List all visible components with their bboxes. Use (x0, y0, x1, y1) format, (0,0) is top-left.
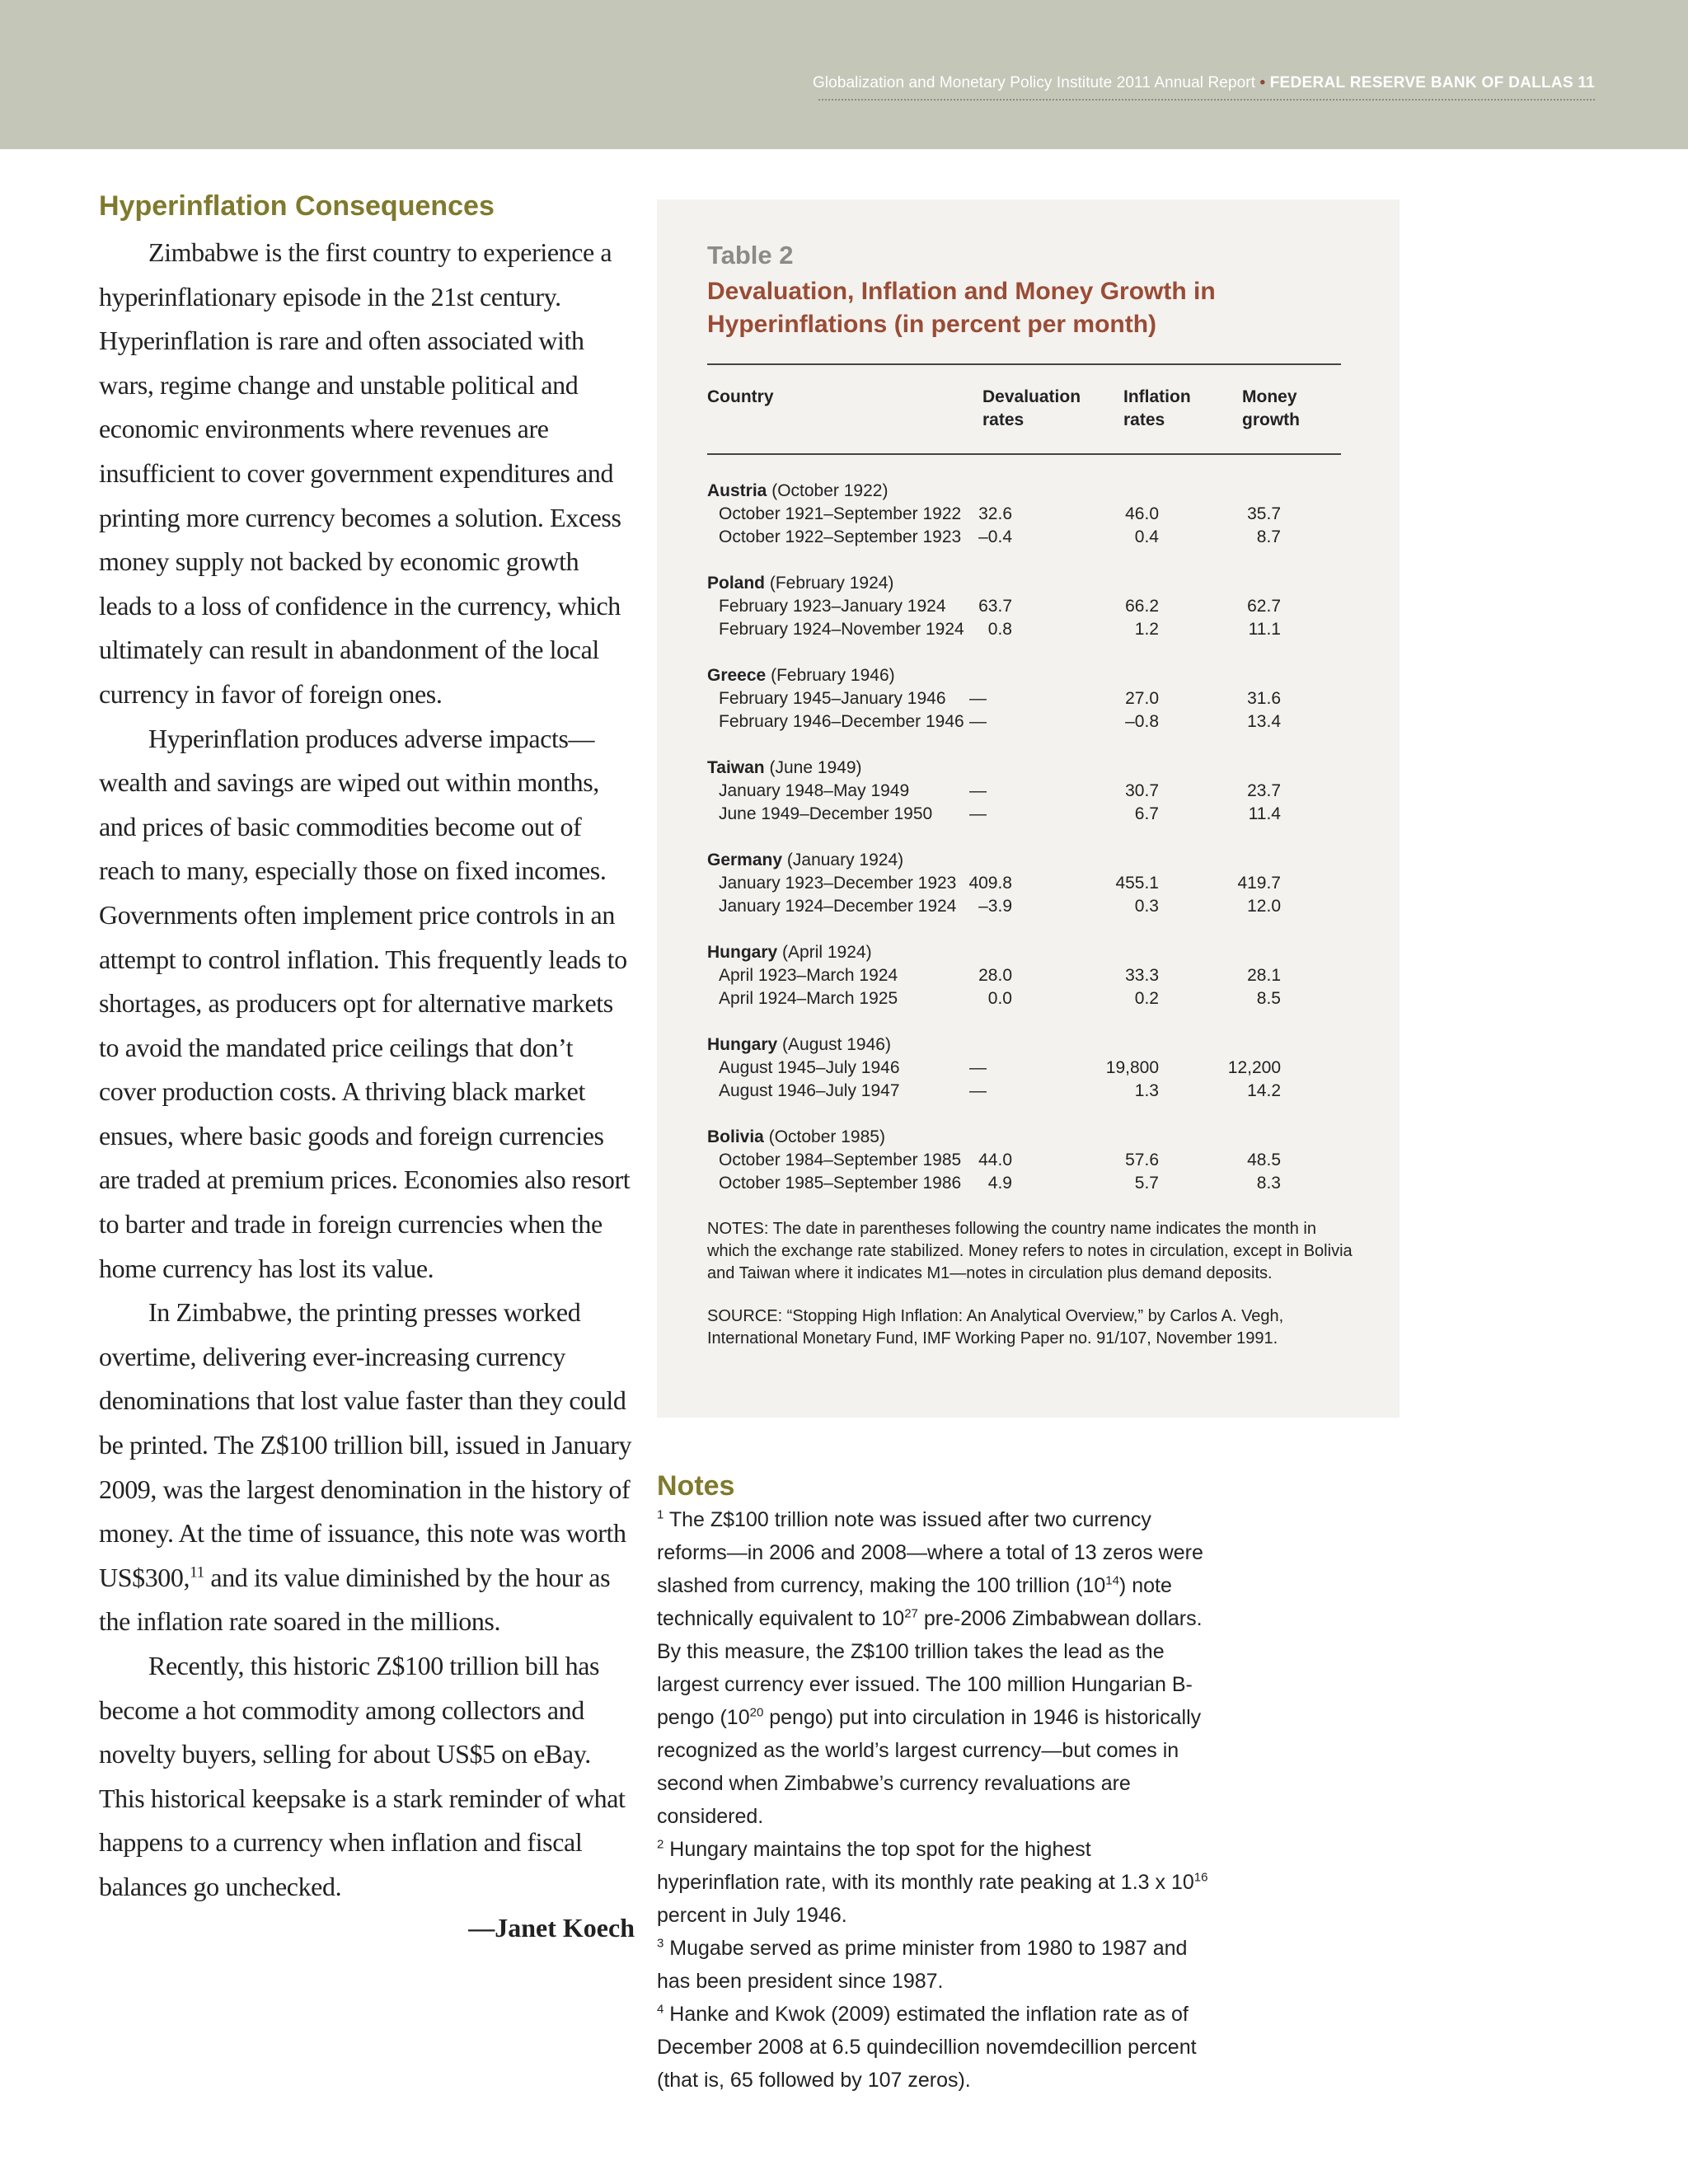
country-name: Taiwan (707, 758, 765, 777)
inflation-cell: 33.3 (1125, 966, 1159, 985)
column-header-country (707, 386, 774, 409)
group-heading (707, 480, 1367, 503)
inflation-cell: 0.2 (1134, 989, 1159, 1008)
table-group (707, 572, 1367, 641)
inflation-cell: 19,800 (1105, 1058, 1159, 1077)
table-row (707, 710, 1367, 733)
devaluation-cell: 63.7 (978, 597, 1012, 616)
money-growth-cell: 62.7 (1247, 597, 1281, 616)
notes-section (657, 1469, 1209, 2097)
period-cell: August 1946–July 1947 (719, 1081, 900, 1100)
country-name: Greece (707, 666, 767, 685)
table-row (707, 1149, 1367, 1172)
devaluation-cell: — (969, 1058, 987, 1077)
table-row (707, 803, 1367, 826)
note-text: ) note technically equivalent to 10 (657, 1574, 1172, 1630)
note-text: Hungary maintains the top spot for the highest hyperinflation rate, with its monthly rate peaking at 1.3 x 10 (657, 1838, 1194, 1894)
inflation-cell: 6.7 (1134, 804, 1159, 823)
table-top-rule (707, 363, 1341, 365)
period-cell: June 1949–December 1950 (719, 804, 933, 823)
table-group (707, 941, 1367, 1010)
inflation-cell: 57.6 (1125, 1151, 1159, 1169)
table-title: Devaluation, Inflation and Money Growth in Hyperinflations (in percent per month) (707, 278, 1216, 338)
table-group (707, 1126, 1367, 1195)
header-dotted-rule (818, 99, 1595, 101)
period-cell: October 1984–September 1985 (719, 1151, 962, 1169)
period-cell: January 1924–December 1924 (719, 897, 957, 916)
group-heading (707, 941, 1367, 964)
note-text: pre-2006 Zimbabwean dollars. By this measure, the Z$100 trillion takes the lead as the largest currency ever issued. The 100 million Hungarian B-pengo (10 (657, 1607, 1203, 1729)
devaluation-cell: 0.0 (987, 989, 1012, 1008)
stabilization-date: (October 1922) (771, 481, 889, 500)
money-growth-cell: 11.1 (1248, 620, 1281, 639)
article-paragraph: Hyperinflation produces adverse impacts—wealth and savings are wiped out within months, and prices of basic commodities become out of reach to many, especially those on fixed incomes. Governments often implement price controls in an attempt to control inflation. This frequently leads to shortages, as producers opt for alternative markets to avoid the mandated price ceilings that don’t cover production costs. A thriving black market ensues, where basic goods and foreign currencies are traded at premium prices. Economies also resort to barter and trade in foreign currencies when the home currency has lost its value. (99, 723, 631, 1283)
column-header-label: Money (1242, 387, 1297, 406)
stabilization-date: (January 1924) (786, 851, 904, 869)
devaluation-cell: — (969, 689, 987, 708)
devaluation-cell: 44.0 (978, 1151, 1012, 1169)
superscript: 27 (904, 1606, 918, 1621)
table-group (707, 480, 1367, 549)
period-cell: October 1922–September 1923 (719, 527, 962, 546)
country-name: Austria (707, 481, 767, 500)
devaluation-cell: — (969, 781, 987, 800)
table-row (707, 526, 1367, 549)
table-source: SOURCE: “Stopping High Inflation: An Analytical Overview,” by Carlos A. Vegh, International Monetary Fund, IMF Working Paper no. 91/107, November 1991. (707, 1307, 1284, 1347)
table-label: Table 2 (707, 241, 794, 269)
inflation-cell: 455.1 (1115, 874, 1159, 893)
period-cell: February 1946–December 1946 (719, 712, 964, 731)
note-text: pengo) put into circulation in 1946 is historically recognized as the world’s largest currency—but comes in second when Zimbabwe’s currency revaluations are considered. (657, 1706, 1202, 1828)
table-header-rule (707, 453, 1341, 455)
money-growth-cell: 13.4 (1247, 712, 1281, 731)
note-item (657, 1833, 1209, 1932)
note-item (657, 1998, 1209, 2097)
note-number: 4 (657, 2002, 664, 2017)
note-item (657, 1932, 1209, 1998)
period-cell: February 1924–November 1924 (719, 620, 964, 639)
group-heading (707, 664, 1367, 687)
column-header-inflation (1123, 386, 1191, 432)
table-row (707, 872, 1367, 895)
period-cell: April 1923–March 1924 (719, 966, 898, 985)
period-cell: February 1923–January 1924 (719, 597, 946, 616)
stabilization-date: (April 1924) (782, 943, 872, 962)
superscript: 16 (1193, 1870, 1208, 1885)
period-cell: April 1924–March 1925 (719, 989, 898, 1008)
inflation-cell: 0.4 (1134, 527, 1159, 546)
stabilization-date: (February 1924) (769, 574, 894, 593)
group-heading (707, 1033, 1367, 1057)
money-growth-cell: 12.0 (1247, 897, 1281, 916)
inflation-cell: 66.2 (1125, 597, 1159, 616)
table-row (707, 964, 1367, 987)
devaluation-cell: 409.8 (968, 874, 1012, 893)
superscript: 20 (749, 1705, 764, 1720)
group-heading (707, 572, 1367, 595)
inflation-cell: 27.0 (1125, 689, 1159, 708)
period-cell: January 1948–May 1949 (719, 781, 910, 800)
column-header-devaluation (982, 386, 1081, 432)
stabilization-date: (June 1949) (769, 758, 862, 777)
inflation-cell: 5.7 (1134, 1174, 1159, 1193)
table-row (707, 1080, 1367, 1103)
column-header-label: rates (1123, 410, 1165, 429)
superscript: 14 (1105, 1573, 1119, 1588)
running-header (813, 74, 1595, 92)
table-row (707, 687, 1367, 710)
stabilization-date: (October 1985) (768, 1127, 885, 1146)
table-row (707, 503, 1367, 526)
country-name: Hungary (707, 1035, 778, 1054)
money-growth-cell: 12,200 (1227, 1058, 1281, 1077)
article-paragraph: Zimbabwe is the first country to experience a hyperinflationary episode in the 21st century. Hyperinflation is rare and often associated with wars, regime change and unstable political and economic environments where revenues are insufficient to cover government expenditures and printing more currency becomes a solution. Excess money supply not backed by economic growth leads to a loss of confidence in the currency, which ultimately can result in abandonment of the local currency in favor of foreign ones. (99, 237, 621, 709)
table-row (707, 987, 1367, 1010)
period-cell: October 1985–September 1986 (719, 1174, 962, 1193)
inflation-cell: –0.8 (1125, 712, 1159, 731)
inflation-cell: 30.7 (1125, 781, 1159, 800)
table-row (707, 618, 1367, 641)
period-cell: January 1923–December 1923 (719, 874, 957, 893)
report-title: Globalization and Monetary Policy Institute 2011 Annual Report (812, 74, 1256, 91)
devaluation-cell: — (969, 712, 987, 731)
column-header-label: Inflation (1123, 387, 1191, 406)
devaluation-cell: 0.8 (987, 620, 1012, 639)
devaluation-cell: –3.9 (978, 897, 1012, 916)
notes-heading: Notes (657, 1470, 735, 1502)
note-number: 1 (657, 1507, 664, 1522)
money-growth-cell: 8.3 (1256, 1174, 1281, 1193)
country-name: Hungary (707, 943, 778, 962)
devaluation-cell: — (969, 1081, 987, 1100)
table-row (707, 1172, 1367, 1195)
column-header-label: Devaluation (982, 387, 1081, 406)
table-group (707, 757, 1367, 826)
table-notes: NOTES: The date in parentheses following the country name indicates the month in which the exchange rate stabilized. Money refers to notes in circulation, except in Bolivia and Taiwan where it indicates M1—notes in circulation plus demand deposits. (707, 1220, 1353, 1282)
column-header-label: rates (982, 410, 1025, 429)
column-header-label: growth (1242, 410, 1300, 429)
devaluation-cell: 4.9 (987, 1174, 1012, 1193)
note-text: Hanke and Kwok (2009) estimated the inflation rate as of December 2008 at 6.5 quindecillion novemdecillion percent (that is, 65 followed by 107 zeros). (657, 2003, 1197, 2092)
paragraph-text: and its value diminished by the hour as the inflation rate soared in the millions. (99, 1562, 611, 1637)
note-number: 3 (657, 1936, 664, 1951)
country-name: Germany (707, 851, 783, 869)
group-heading (707, 849, 1367, 872)
money-growth-cell: 8.7 (1256, 527, 1281, 546)
stabilization-date: (August 1946) (782, 1035, 891, 1054)
money-growth-cell: 23.7 (1247, 781, 1281, 800)
note-text: Mugabe served as prime minister from 1980 to 1987 and has been president since 1987. (657, 1937, 1188, 1993)
note-item (657, 1503, 1209, 1833)
column-header-money (1242, 386, 1300, 432)
devaluation-cell: 28.0 (978, 966, 1012, 985)
period-cell: October 1921–September 1922 (719, 504, 962, 523)
money-growth-cell: 11.4 (1248, 804, 1281, 823)
organization-name: FEDERAL RESERVE BANK OF DALLAS (1269, 74, 1573, 91)
table-row (707, 595, 1367, 618)
group-heading (707, 757, 1367, 780)
inflation-cell: 46.0 (1125, 504, 1159, 523)
money-growth-cell: 48.5 (1247, 1151, 1281, 1169)
money-growth-cell: 14.2 (1247, 1081, 1281, 1100)
country-name: Bolivia (707, 1127, 764, 1146)
money-growth-cell: 35.7 (1247, 504, 1281, 523)
table-row (707, 780, 1367, 803)
article-paragraph (99, 1291, 635, 1644)
money-growth-cell: 31.6 (1247, 689, 1281, 708)
period-cell: February 1945–January 1946 (719, 689, 946, 708)
devaluation-cell: –0.4 (978, 527, 1012, 546)
table-group (707, 664, 1367, 733)
inflation-cell: 1.3 (1134, 1081, 1159, 1100)
article-heading: Hyperinflation Consequences (99, 190, 495, 222)
inflation-cell: 1.2 (1134, 620, 1159, 639)
table-panel (657, 199, 1400, 1418)
table-body (707, 480, 1367, 1218)
money-growth-cell: 419.7 (1237, 874, 1281, 893)
group-heading (707, 1126, 1367, 1149)
page-number: 11 (1578, 74, 1595, 91)
stabilization-date: (February 1946) (771, 666, 895, 685)
note-text: percent in July 1946. (657, 1904, 847, 1927)
article-paragraph: Recently, this historic Z$100 trillion bill has become a hot commodity among collectors and novelty buyers, selling for about US$5 on eBay. This historical keepsake is a stark reminder of what happens to a currency when inflation and fiscal balances go unchecked. (99, 1651, 626, 1901)
column-header-label: Country (707, 387, 774, 406)
table-group (707, 849, 1367, 918)
table-row (707, 1057, 1367, 1080)
article-column (99, 188, 635, 1943)
header-separator: • (1259, 74, 1266, 91)
table-group (707, 1033, 1367, 1103)
period-cell: August 1945–July 1946 (719, 1058, 900, 1077)
inflation-cell: 0.3 (1134, 897, 1159, 916)
country-name: Poland (707, 574, 766, 593)
table-row (707, 895, 1367, 918)
note-number: 2 (657, 1837, 664, 1852)
paragraph-text: In Zimbabwe, the printing presses worked overtime, delivering ever-increasing currency denominations that lost value faster than they could be printed. The Z$100 trillion bill, issued in January 2009, was the largest denomination in the history of money. At the time of issuance, this note was worth US$300, (99, 1297, 632, 1592)
author-byline: —Janet Koech (468, 1912, 635, 1943)
devaluation-cell: 32.6 (978, 504, 1012, 523)
footnote-ref: 11 (190, 1563, 204, 1582)
money-growth-cell: 28.1 (1247, 966, 1281, 985)
note-text: The Z$100 trillion note was issued after two currency reforms—in 2006 and 2008—where a total of 13 zeros were slashed from currency, making the 100 trillion (10 (657, 1508, 1203, 1597)
devaluation-cell: — (969, 804, 987, 823)
money-growth-cell: 8.5 (1256, 989, 1281, 1008)
